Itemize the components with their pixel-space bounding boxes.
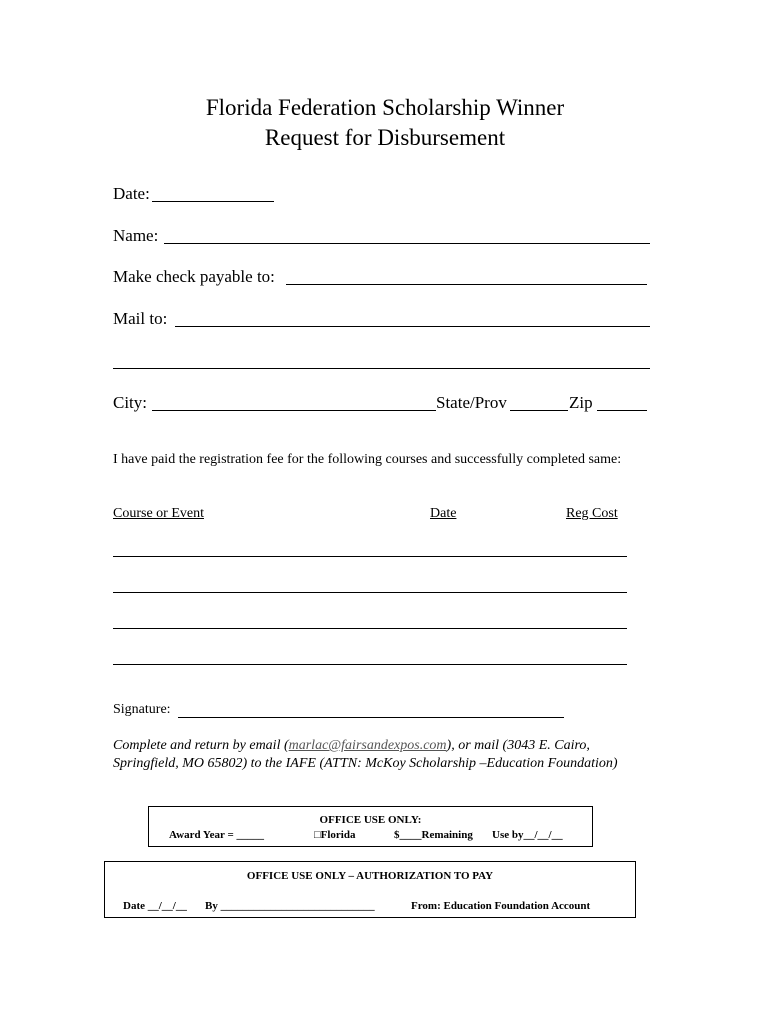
auth-from: From: Education Foundation Account: [411, 900, 591, 912]
authorization-box: [104, 861, 636, 918]
title-line-2: Request for Disbursement: [264, 125, 506, 150]
instructions: [113, 737, 653, 773]
instructions-before: Complete and return by email (: [113, 738, 289, 753]
mail-label: Mail to:: [113, 309, 168, 328]
city-label: City:: [113, 393, 148, 412]
mail-blank-1[interactable]: [175, 326, 650, 327]
email-link[interactable]: marlac@fairsandexpos.com: [288, 738, 447, 753]
zip-blank[interactable]: [597, 410, 647, 411]
signature-blank[interactable]: [178, 717, 564, 718]
remaining-amount: $____Remaining: [394, 829, 473, 841]
award-year: Award Year = _____: [169, 829, 264, 841]
auth-date: Date __/__/__: [123, 900, 187, 912]
instructions-after: ), or mail (3043 E. Cairo, Springfield, MO 65802) to the IAFE (ATTN: McKoy Scholarship –Education Foundation): [113, 738, 618, 771]
col-course-header: Course or Event: [113, 506, 204, 521]
mail-blank-2[interactable]: [113, 368, 650, 369]
city-blank[interactable]: [152, 410, 436, 411]
course-row-3[interactable]: [113, 628, 627, 629]
date-label: Date:: [113, 184, 150, 203]
date-blank[interactable]: [152, 201, 274, 202]
use-by-date: Use by__/__/__: [492, 829, 563, 841]
office-use-heading: OFFICE USE ONLY:: [319, 814, 422, 826]
payable-label: Make check payable to:: [113, 267, 275, 286]
zip-label: Zip: [569, 393, 593, 412]
col-cost-header: Reg Cost: [566, 506, 618, 521]
course-row-2[interactable]: [113, 592, 627, 593]
name-blank[interactable]: [164, 243, 650, 244]
title-line-1: Florida Federation Scholarship Winner: [205, 95, 565, 120]
courses-intro: I have paid the registration fee for the following courses and successfully completed same:: [113, 452, 622, 467]
course-row-4[interactable]: [113, 664, 627, 665]
state-blank[interactable]: [510, 410, 568, 411]
office-use-box: [148, 806, 593, 847]
name-label: Name:: [113, 226, 159, 245]
auth-by: By ____________________________: [205, 900, 375, 912]
date-field: [113, 183, 150, 205]
payable-blank[interactable]: [286, 284, 647, 285]
state-label: State/Prov: [436, 393, 507, 412]
course-row-1[interactable]: [113, 556, 627, 557]
florida-checkbox[interactable]: □Florida: [314, 829, 356, 841]
authorization-heading: OFFICE USE ONLY – AUTHORIZATION TO PAY: [246, 870, 494, 882]
col-date-header: Date: [430, 506, 457, 521]
signature-label: Signature:: [113, 702, 171, 717]
